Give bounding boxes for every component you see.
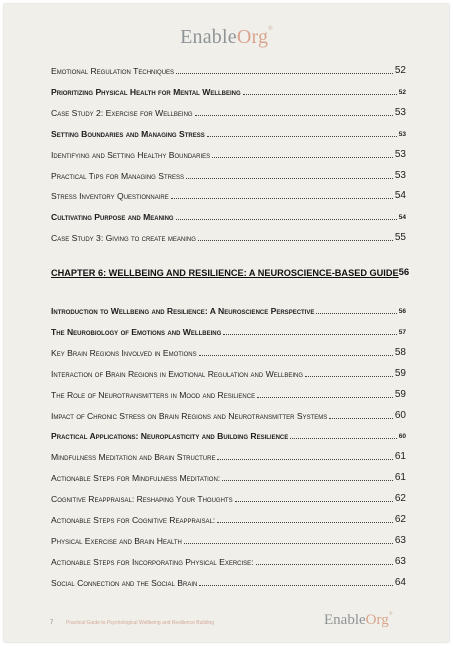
- toc-leader-dots: [316, 313, 396, 314]
- toc-entry-title: Prioritizing Physical Health for Mental Wellbeing: [51, 86, 241, 97]
- chapter-title: CHAPTER 6: WELLBEING AND RESILIENCE: A NEUROSCIENCE-BASED GUIDE: [51, 268, 399, 278]
- toc-entry-page-number: 63: [394, 555, 406, 567]
- toc-entry-page-number: 59: [394, 388, 406, 400]
- toc-entry-title: Cultivating Purpose and Meaning: [51, 212, 174, 223]
- toc-entry-page-number: 56: [398, 308, 406, 315]
- toc-entry-title: Actionable Steps for Cognitive Reappraisal:: [51, 515, 216, 525]
- toc-entry[interactable]: [51, 386, 406, 400]
- toc-leader-dots: [176, 219, 397, 220]
- toc-leader-dots: [199, 355, 393, 356]
- toc-entry[interactable]: [51, 511, 406, 525]
- toc-leader-dots: [290, 438, 397, 439]
- toc-entry-title: Mindfulness Meditation and Brain Structure: [51, 452, 216, 463]
- toc-entry[interactable]: [51, 469, 406, 483]
- toc-entry[interactable]: [51, 302, 406, 316]
- footer-document-title: Practical Guide to Psychological Wellbeing and Resilience Building: [66, 620, 215, 626]
- logo-registered-mark: ®: [268, 26, 273, 32]
- toc-entry-page-number: 63: [394, 534, 406, 546]
- toc-entry-title: Practical Tips for Managing Stress: [51, 170, 184, 181]
- toc-entry-page-number: 58: [394, 346, 406, 358]
- toc-entry[interactable]: [51, 365, 406, 379]
- toc-entry-title: Introduction to Wellbeing and Resilience: A Neuroscience Perspective: [51, 306, 315, 316]
- toc-entry-page-number: 64: [394, 576, 406, 588]
- toc-leader-dots: [235, 501, 393, 502]
- toc-entry-title: Interaction of Brain Regions in Emotional Regulation and Wellbeing: [51, 368, 304, 379]
- toc-leader-dots: [329, 418, 393, 419]
- toc-entry-title: Social Connection and the Social Brain: [51, 577, 198, 588]
- toc-entry[interactable]: [51, 532, 406, 546]
- footer-logo-text-org: Org: [365, 612, 389, 628]
- toc-leader-dots: [222, 480, 393, 481]
- toc-leader-dots: [223, 334, 397, 335]
- toc-entry[interactable]: [51, 125, 406, 139]
- toc-entry-page-number: 57: [398, 328, 406, 336]
- toc-leader-dots: [184, 543, 393, 544]
- toc-entry-title: Setting Boundaries and Managing Stress: [51, 128, 205, 139]
- toc-entry[interactable]: [51, 553, 406, 567]
- toc-entry-title: Physical Exercise and Brain Health: [51, 535, 182, 546]
- toc-entry-title: Stress Inventory Questionnaire: [51, 191, 169, 202]
- toc-entry-page-number: 60: [394, 409, 406, 421]
- toc-entry[interactable]: [51, 146, 406, 160]
- toc-entry[interactable]: [51, 208, 406, 222]
- toc-entry-title: The Role of Neurotransmitters in Mood and Resilience: [51, 389, 256, 400]
- toc-leader-dots: [305, 376, 393, 377]
- toc-leader-dots: [186, 178, 393, 179]
- toc-entry-title: Actionable Steps for Incorporating Physical Exercise:: [51, 556, 254, 567]
- toc-leader-dots: [199, 585, 393, 586]
- toc-entry[interactable]: [51, 448, 406, 462]
- toc-entry-title: Actionable Steps for Mindfulness Meditation:: [51, 473, 221, 484]
- document-page: [4, 4, 449, 642]
- toc-entry-page-number: 61: [394, 451, 406, 463]
- toc-entry[interactable]: [51, 62, 406, 76]
- toc-entry-page-number: 62: [394, 514, 406, 525]
- toc-entry[interactable]: [51, 427, 406, 441]
- toc-entry-page-number: 53: [394, 148, 406, 160]
- toc-entry-page-number: 55: [394, 232, 406, 244]
- toc-entry-page-number: 60: [398, 433, 406, 441]
- toc-leader-dots: [243, 94, 397, 95]
- chapter-heading[interactable]: [51, 267, 410, 278]
- toc-leader-dots: [256, 564, 393, 565]
- toc-entry[interactable]: [51, 104, 406, 118]
- chapter-page-number: 56: [398, 267, 410, 278]
- toc-entry-title: Identifying and Setting Healthy Boundaries: [51, 149, 211, 160]
- footer-logo-registered-mark: ®: [388, 612, 393, 617]
- toc-entry[interactable]: [51, 187, 406, 201]
- toc-entry-title: Emotional Regulation Techniques: [51, 66, 175, 76]
- toc-entry[interactable]: [51, 490, 406, 504]
- toc-entry-title: The Neurobiology of Emotions and Wellbeing: [51, 326, 222, 337]
- logo-text-org: Org: [236, 26, 269, 48]
- toc-entry[interactable]: [51, 83, 406, 97]
- footer-logo: [324, 612, 393, 629]
- toc-entry[interactable]: [51, 229, 406, 243]
- toc-leader-dots: [212, 157, 393, 158]
- toc-entry[interactable]: [51, 407, 406, 421]
- toc-entry-title: Practical Applications: Neuroplasticity and Building Resilience: [51, 431, 289, 442]
- toc-entry-page-number: 54: [398, 214, 406, 222]
- toc-entry-title: Impact of Chronic Stress on Brain Regions and Neurotransmitter Systems: [51, 410, 328, 421]
- toc-entry[interactable]: [51, 344, 406, 358]
- toc-entry-page-number: 53: [398, 130, 406, 138]
- toc-entry-title: Case Study 2: Exercise for Wellbeing: [51, 107, 193, 118]
- toc-entry-page-number: 53: [394, 106, 406, 118]
- toc-entry-title: Cognitive Reappraisal: Reshaping Your Thoughts: [51, 494, 233, 505]
- toc-entry[interactable]: [51, 574, 406, 588]
- toc-leader-dots: [217, 459, 392, 460]
- toc-leader-dots: [195, 115, 393, 116]
- toc-entry[interactable]: [51, 323, 406, 337]
- toc-entry-title: Case Study 3: Giving to create meaning: [51, 233, 196, 244]
- toc-leader-dots: [198, 240, 393, 241]
- footer-page-number: 7: [50, 620, 54, 626]
- toc-entry-page-number: 62: [394, 493, 406, 505]
- toc-entry-page-number: 52: [398, 88, 406, 96]
- footer-logo-text-enable: Enable: [324, 612, 366, 628]
- toc-entry-page-number: 61: [394, 472, 406, 484]
- logo-text-enable: Enable: [180, 26, 237, 48]
- header-logo: [4, 26, 449, 49]
- toc-entry-title: Key Brain Regions Involved in Emotions: [51, 347, 197, 358]
- toc-entry[interactable]: [51, 167, 406, 181]
- toc-leader-dots: [217, 522, 393, 523]
- toc-entry-page-number: 53: [394, 169, 406, 181]
- toc-leader-dots: [171, 198, 393, 199]
- toc-entry-page-number: 54: [394, 190, 406, 202]
- toc-entry-page-number: 59: [394, 367, 406, 379]
- toc-leader-dots: [207, 136, 397, 137]
- toc-entry-page-number: 52: [394, 65, 406, 76]
- toc-leader-dots: [257, 397, 393, 398]
- toc-leader-dots: [176, 73, 393, 74]
